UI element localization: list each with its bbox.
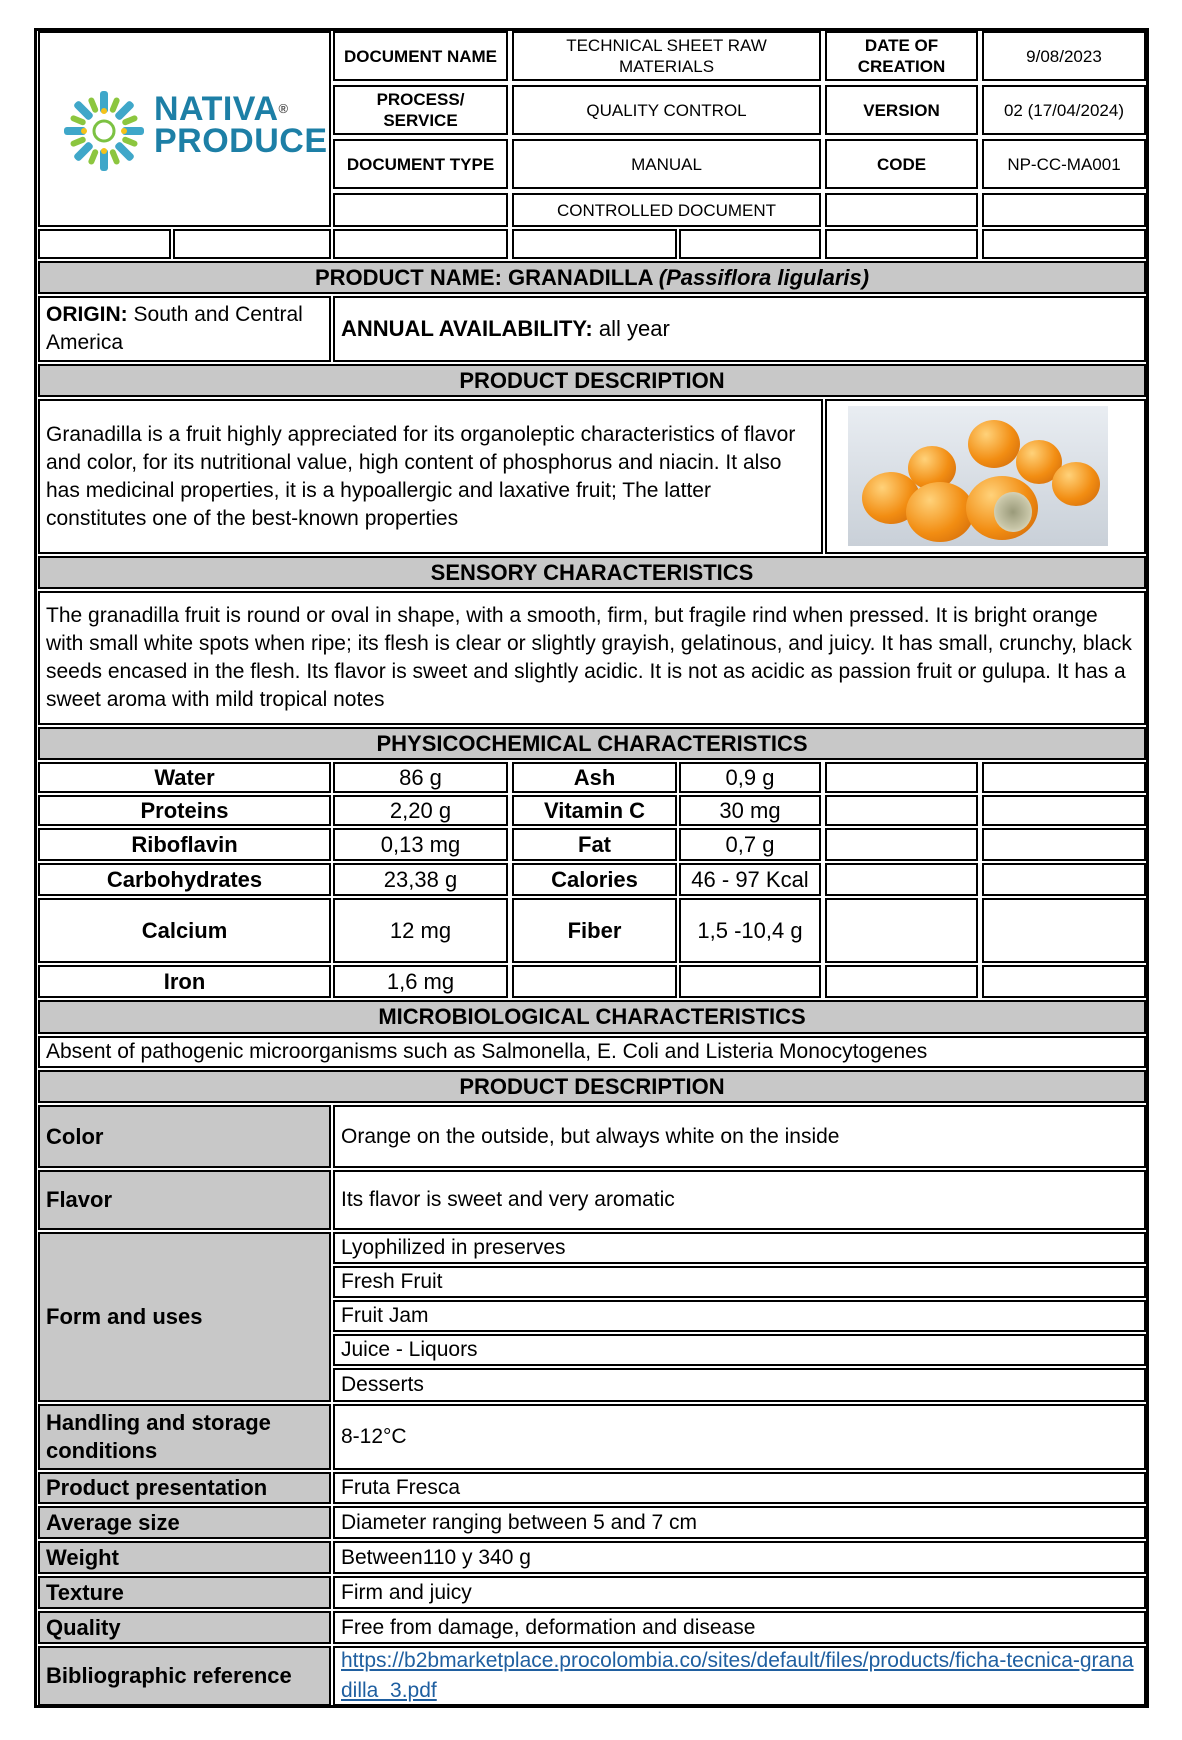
microbiological-text: Absent of pathogenic microorganisms such as Salmonella, E. Coli and Listeria Monocytogenes — [38, 1036, 1146, 1068]
nutrient-name: Water — [38, 762, 331, 793]
weight-value: Between110 y 340 g — [333, 1541, 1146, 1574]
sensory-title: SENSORY CHARACTERISTICS — [38, 556, 1146, 589]
blank-cell — [982, 965, 1146, 998]
date-label: DATE OF CREATION — [825, 31, 978, 81]
brand-line-2: PRODUCE — [154, 122, 328, 160]
logo-box — [38, 31, 331, 227]
blank-cell — [825, 229, 978, 259]
process-label: PROCESS/ SERVICE — [333, 85, 508, 135]
bibliographic-link[interactable]: https://b2bmarketplace.procolombia.co/sites/default/files/products/ficha-tecnica-granadilla_3.pdf — [341, 1649, 1134, 1702]
weight-label: Weight — [38, 1541, 331, 1574]
availability-cell — [333, 296, 1146, 362]
date-value: 9/08/2023 — [982, 31, 1146, 81]
quality-label: Quality — [38, 1611, 331, 1644]
blank-cell — [512, 965, 677, 998]
bibliographic-cell — [333, 1646, 1146, 1706]
color-value: Orange on the outside, but always white on the inside — [333, 1105, 1146, 1168]
nutrient-name: Riboflavin — [38, 828, 331, 861]
code-label: CODE — [825, 139, 978, 189]
brand-line-1: NATIVA — [154, 90, 279, 128]
nutrient-value: 0,7 g — [679, 828, 821, 861]
document-name-label: DOCUMENT NAME — [333, 31, 508, 81]
document-type-label: DOCUMENT TYPE — [333, 139, 508, 189]
blank-cell — [825, 762, 978, 793]
bibliographic-label: Bibliographic reference — [38, 1646, 331, 1706]
blank-cell — [825, 193, 978, 227]
physicochemical-title: PHYSICOCHEMICAL CHARACTERISTICS — [38, 727, 1146, 760]
nutrient-value: 2,20 g — [333, 795, 508, 826]
blank-cell — [982, 795, 1146, 826]
product-name: PRODUCT NAME: GRANADILLA — [314, 264, 659, 290]
origin-label: ORIGIN: — [46, 303, 128, 326]
nutrient-name: Calcium — [38, 898, 331, 963]
nutrient-value: 23,38 g — [333, 863, 508, 896]
blank-cell — [982, 863, 1146, 896]
blank-cell — [825, 863, 978, 896]
product-name-bar — [38, 261, 1146, 294]
granadilla-photo — [848, 406, 1108, 546]
blank-cell — [512, 229, 677, 259]
presentation-label: Product presentation — [38, 1472, 331, 1504]
form-and-uses-label: Form and uses — [38, 1232, 331, 1402]
nutrient-value: 1,5 -10,4 g — [679, 898, 821, 963]
nutrient-value: 12 mg — [333, 898, 508, 963]
registered-mark: ® — [278, 101, 289, 116]
product-description-text: Granadilla is a fruit highly appreciated for its organoleptic characteristics of flavor and color, for its nutritional value, high content of phosphorus and niacin. It also has medicinal properties, it is a hypoallergic and laxative fruit; The latter constitutes one of the best-known properties — [38, 399, 823, 554]
blank-cell — [825, 965, 978, 998]
sensory-text: The granadilla fruit is round or oval in shape, with a smooth, firm, but fragile rind when pressed. It is bright orange with small white spots when ripe; its flesh is clear or slightly grayish, gelatinous, and juicy. It has small, crunchy, black seeds encased in the flesh. Its flavor is sweet and slightly acidic. It is not as acidic as passion fruit or gulupa. It has a sweet aroma with mild tropical notes — [38, 591, 1146, 725]
controlled-document: CONTROLLED DOCUMENT — [512, 193, 821, 227]
microbiological-title: MICROBIOLOGICAL CHARACTERISTICS — [38, 1000, 1146, 1034]
nutrient-name: Vitamin C — [512, 795, 677, 826]
nutrient-name: Fat — [512, 828, 677, 861]
blank-cell — [825, 828, 978, 861]
blank-cell — [679, 965, 821, 998]
code-value: NP-CC-MA001 — [982, 139, 1146, 189]
blank-cell — [982, 762, 1146, 793]
origin-value: South and Central America — [46, 303, 303, 354]
color-label: Color — [38, 1105, 331, 1168]
average-size-value: Diameter ranging between 5 and 7 cm — [333, 1506, 1146, 1539]
product-description-title: PRODUCT DESCRIPTION — [38, 364, 1146, 397]
availability-value: all year — [592, 316, 670, 341]
nutrient-name: Calories — [512, 863, 677, 896]
nutrient-value: 46 - 97 Kcal — [679, 863, 821, 896]
blank-cell — [333, 229, 508, 259]
product-details-title: PRODUCT DESCRIPTION — [38, 1070, 1146, 1103]
texture-label: Texture — [38, 1576, 331, 1609]
availability-label: ANNUAL AVAILABILITY: — [341, 316, 593, 341]
use-item: Fruit Jam — [333, 1300, 1146, 1332]
blank-cell — [982, 828, 1146, 861]
origin-cell — [38, 296, 331, 362]
version-value: 02 (17/04/2024) — [982, 85, 1146, 135]
use-item: Desserts — [333, 1368, 1146, 1402]
use-item: Lyophilized in preserves — [333, 1232, 1146, 1264]
nutrient-value: 1,6 mg — [333, 965, 508, 998]
flavor-label: Flavor — [38, 1170, 331, 1230]
flavor-value: Its flavor is sweet and very aromatic — [333, 1170, 1146, 1230]
texture-value: Firm and juicy — [333, 1576, 1146, 1609]
blank-cell — [679, 229, 821, 259]
nutrient-name: Ash — [512, 762, 677, 793]
quality-value: Free from damage, deformation and disease — [333, 1611, 1146, 1644]
blank-cell — [38, 229, 171, 259]
use-item: Fresh Fruit — [333, 1266, 1146, 1298]
nutrient-name: Proteins — [38, 795, 331, 826]
nutrient-name: Fiber — [512, 898, 677, 963]
presentation-value: Fruta Fresca — [333, 1472, 1146, 1504]
version-label: VERSION — [825, 85, 978, 135]
document-type-value: MANUAL — [512, 139, 821, 189]
nutrient-value: 86 g — [333, 762, 508, 793]
blank-cell — [982, 898, 1146, 963]
use-item: Juice - Liquors — [333, 1334, 1146, 1366]
blank-cell — [333, 193, 508, 227]
nutrient-value: 0,9 g — [679, 762, 821, 793]
scientific-name: (Passiflora ligularis) — [658, 264, 870, 290]
process-value: QUALITY CONTROL — [512, 85, 821, 135]
nutrient-value: 30 mg — [679, 795, 821, 826]
nativa-produce-logo-icon — [60, 87, 148, 175]
document-name-value: TECHNICAL SHEET RAW MATERIALS — [512, 31, 821, 81]
blank-cell — [825, 898, 978, 963]
blank-cell — [825, 795, 978, 826]
nutrient-value: 0,13 mg — [333, 828, 508, 861]
handling-label: Handling and storage conditions — [38, 1404, 331, 1470]
nutrient-name: Iron — [38, 965, 331, 998]
handling-value: 8-12°C — [333, 1404, 1146, 1470]
nutrient-name: Carbohydrates — [38, 863, 331, 896]
blank-cell — [982, 229, 1146, 259]
average-size-label: Average size — [38, 1506, 331, 1539]
brand-name — [154, 90, 328, 160]
blank-cell — [982, 193, 1146, 227]
blank-cell — [173, 229, 331, 259]
